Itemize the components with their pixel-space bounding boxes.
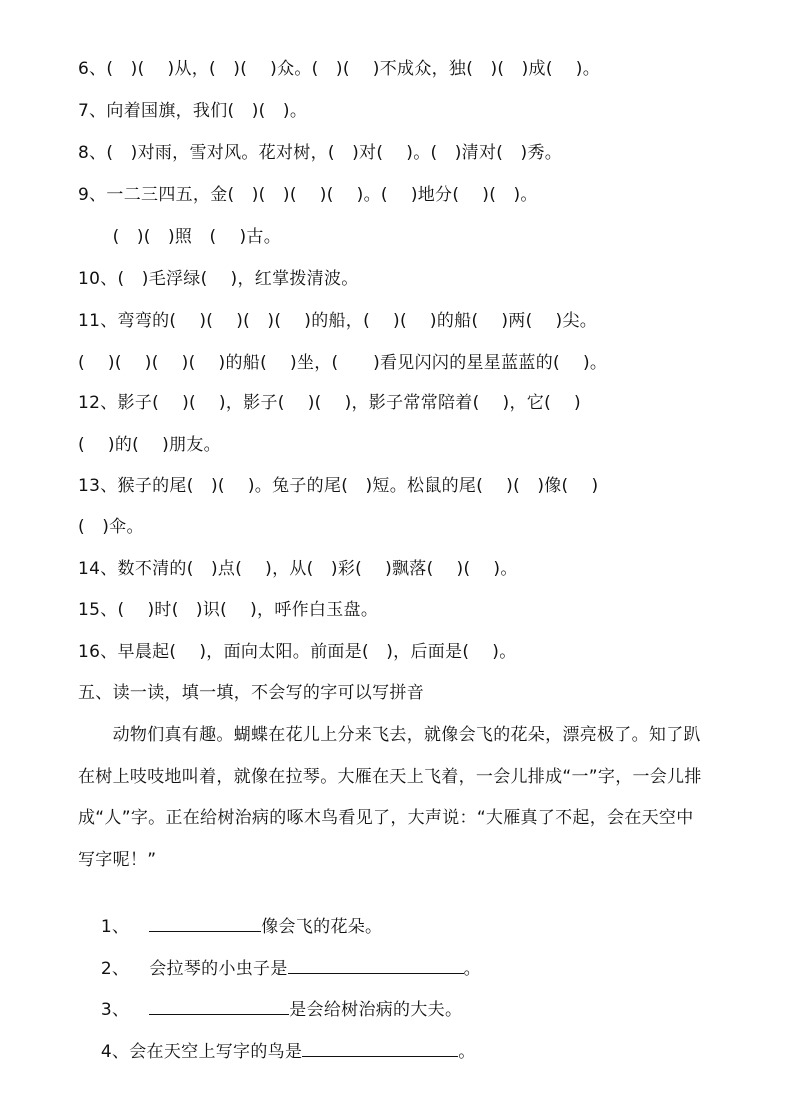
question-text: 像会飞的花朵。 xyxy=(261,917,383,937)
question-number: 3、 xyxy=(100,1000,130,1020)
fill-line: 14、数不清的( )点( )，从( )彩( )飘落( )( )。 xyxy=(78,559,518,579)
fill-line: 12、影子( )( )，影子( )( )，影子常常陪着( )，它( ) xyxy=(78,393,581,413)
answer-blank[interactable] xyxy=(149,997,289,1015)
fill-line: ( )( )照 ( )古。 xyxy=(78,227,281,247)
fill-line: 7、向着国旗，我们( )( )。 xyxy=(78,101,308,121)
fill-line: 6、( )( )从，( )( )众。( )( )不成众，独( )( )成( )。 xyxy=(78,59,601,79)
fill-line: 15、( )时( )识( )，呼作白玉盘。 xyxy=(78,600,379,620)
answer-blank[interactable] xyxy=(288,956,464,974)
fill-line: ( )的( )朋友。 xyxy=(78,435,221,455)
fill-line: ( )( )( )( )的船( )坐，( )看见闪闪的星星蓝蓝的( )。 xyxy=(78,353,608,373)
question-text: 。 xyxy=(458,1042,476,1062)
fill-line: ( )伞。 xyxy=(78,517,144,537)
fill-line: 11、弯弯的( )( )( )( )的船，( )( )的船( )两( )尖。 xyxy=(78,311,598,331)
answer-blank[interactable] xyxy=(302,1039,458,1057)
fill-line: 13、猴子的尾( )( )。兔子的尾( )短。松鼠的尾( )( )像( ) xyxy=(78,476,599,496)
question-text: 会在天空上写字的鸟是 xyxy=(129,1042,303,1062)
passage-line: 动物们真有趣。蝴蝶在花儿上分来飞去，就像会飞的花朵，漂亮极了。知了趴 xyxy=(78,725,701,745)
answer-blank[interactable] xyxy=(149,914,261,932)
passage-line: 写字呢！” xyxy=(78,850,157,870)
question-text: 。 xyxy=(463,959,481,979)
fill-line: 16、早晨起( )，面向太阳。前面是( )，后面是( )。 xyxy=(78,642,517,662)
passage-line: 成“人”字。正在给树治病的啄木鸟看见了，大声说：“大雁真了不起，会在天空中 xyxy=(78,808,694,828)
fill-line: 9、一二三四五，金( )( )( )( )。( )地分( )( )。 xyxy=(78,185,538,205)
question-text: 会拉琴的小虫子是 xyxy=(149,959,288,979)
question-number: 2、 xyxy=(100,959,130,979)
question-4 xyxy=(78,1015,778,1088)
question-number: 4、 xyxy=(100,1042,130,1062)
question-text: 是会给树治病的大夫。 xyxy=(289,1000,463,1020)
section-title: 五、读一读，填一填，不会写的字可以写拼音 xyxy=(78,683,424,703)
passage-line: 在树上吱吱地叫着，就像在拉琴。大雁在天上飞着，一会儿排成“一”字，一会儿排 xyxy=(78,767,702,787)
fill-line: 8、( )对雨，雪对风。花对树，( )对( )。( )清对( )秀。 xyxy=(78,143,563,163)
fill-line: 10、( )毛浮绿( )，红掌拨清波。 xyxy=(78,269,359,289)
question-number: 1、 xyxy=(100,917,130,937)
